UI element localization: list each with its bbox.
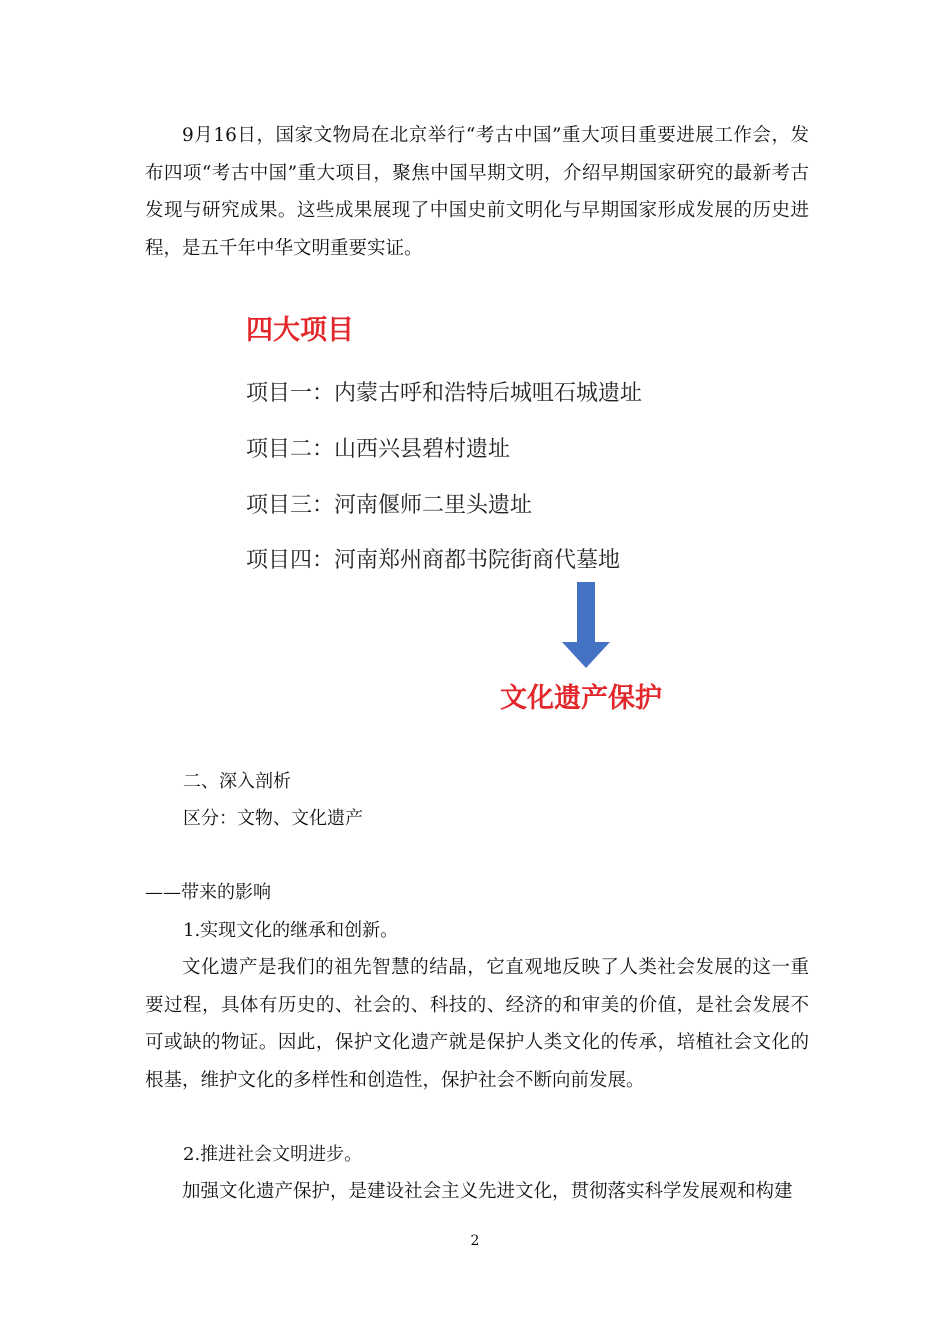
impact-subheading: ——带来的影响 xyxy=(145,882,271,903)
page-number: 2 xyxy=(470,1233,480,1249)
intro-paragraph: 9月16日，国家文物局在北京举行“考古中国”重大项目重要进展工作会，发布四项“考古中国”重大项目，聚焦中国早期文明，介绍早期国家研究的最新考古发现与研究成果。这些成果展现了中国史前文明化与早期国家形成发展的历史进程，是五千年中华文明重要实证。 xyxy=(145,125,809,259)
figure-item-1: 项目一：内蒙古呼和浩特后城咀石城遗址 xyxy=(246,381,643,406)
distinction-line: 区分：文物、文化遗产 xyxy=(183,808,363,829)
figure-item-2: 项目二：山西兴县碧村遗址 xyxy=(246,437,511,462)
point-2-title: 2.推进社会文明进步。 xyxy=(183,1144,363,1165)
point-2-body: 加强文化遗产保护，是建设社会主义先进文化，贯彻落实科学发展观和构建 xyxy=(182,1181,793,1202)
arrow-down-icon xyxy=(562,582,610,668)
figure-item-4: 项目四：河南郑州商都书院街商代墓地 xyxy=(246,548,621,573)
section-heading: 二、深入剖析 xyxy=(183,771,291,792)
point-1-title: 1.实现文化的继承和创新。 xyxy=(183,920,399,941)
figure-conclusion: 文化遗产保护 xyxy=(500,683,662,714)
point-1-body: 文化遗产是我们的祖先智慧的结晶，它直观地反映了人类社会发展的这一重要过程，具体有历史的、社会的、科技的、经济的和审美的价值，是社会发展不可或缺的物证。因此，保护文化遗产就是保护人类文化的传承，培植社会文化的根基，维护文化的多样性和创造性，保护社会不断向前发展。 xyxy=(145,957,809,1091)
figure-title: 四大项目 xyxy=(246,315,354,346)
figure-item-3: 项目三：河南偃师二里头遗址 xyxy=(246,493,533,518)
